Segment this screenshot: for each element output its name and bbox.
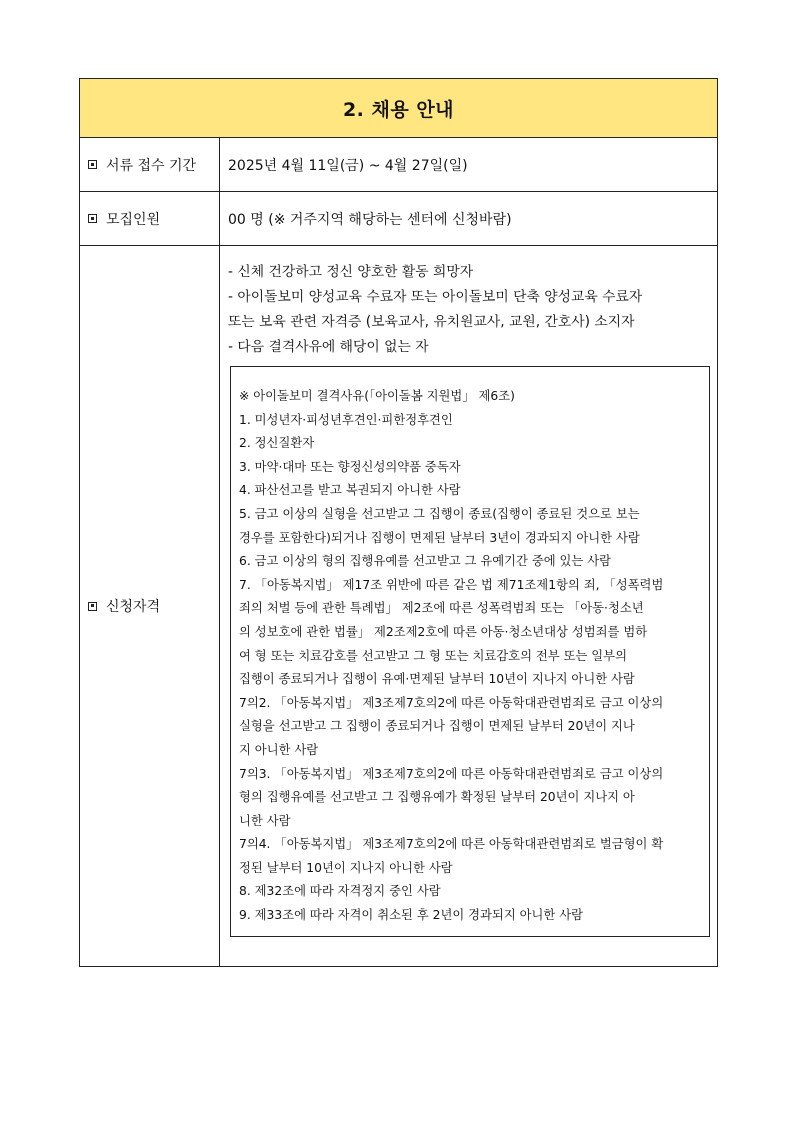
disqualification-line: 7의2. 「아동복지법」 제3조제7호의2에 따른 아동학대관련범죄로 금고 이상의 xyxy=(239,695,664,710)
count-value: 00 명 (※ 거주지역 해당하는 센터에 신청바람) xyxy=(228,211,512,228)
disqualification-line: 의 성보호에 관한 법률」 제2조제2호에 따른 아동·청소년대상 성범죄를 범하 xyxy=(239,624,648,639)
disqualification-line: 5. 금고 이상의 실형을 선고받고 그 집행이 종료(집행이 종료된 것으로 보는 xyxy=(239,506,640,521)
disqualification-line: 실형을 선고받고 그 집행이 종료되거나 집행이 면제된 날부터 20년이 지나 xyxy=(239,719,635,734)
qualification-line: - 아이돌보미 양성교육 수료자 또는 아이돌보미 단축 양성교육 수료자 xyxy=(228,289,643,305)
row-value-cell xyxy=(220,192,717,245)
count-label: 모집인원 xyxy=(106,211,161,228)
disqualification-line: 4. 파산선고를 받고 복권되지 아니한 사람 xyxy=(239,483,461,498)
square-bullet-icon xyxy=(88,602,97,611)
disqualification-line: 1. 미성년자·피성년후견인·피한정후견인 xyxy=(239,412,453,427)
disqualification-line: 정된 날부터 10년이 지나지 아니한 사람 xyxy=(239,860,453,875)
row-label-cell xyxy=(80,138,220,191)
disqualification-line: 여 형 또는 치료감호를 선고받고 그 형 또는 치료감호의 전부 또는 일부의 xyxy=(239,648,627,663)
disqualification-line: 형의 집행유예를 선고받고 그 집행유예가 확정된 날부터 20년이 지나지 아 xyxy=(239,790,635,805)
qualification-line: - 다음 결격사유에 해당이 없는 자 xyxy=(228,339,429,355)
row-qualification xyxy=(80,245,717,966)
disqualification-line: 6. 금고 이상의 형의 집행유예를 선고받고 그 유예기간 중에 있는 사람 xyxy=(239,554,612,569)
disqualification-line: ※ 아이돌보미 결격사유(「아이돌봄 지원법」 제6조) xyxy=(239,389,515,403)
disqualification-line: 집행이 종료되거나 집행이 유예·면제된 날부터 10년이 지나지 아니한 사람 xyxy=(239,672,635,687)
disqualification-line: 7의3. 「아동복지법」 제3조제7호의2에 따른 아동학대관련범죄로 금고 이상의 xyxy=(239,766,664,781)
qualification-label: 신청자격 xyxy=(106,599,161,615)
disqualification-line: 2. 정신질환자 xyxy=(239,436,315,451)
row-application-period xyxy=(80,137,717,191)
disqualification-line: 7. 「아동복지법」 제17조 위반에 따른 같은 법 제71조제1항의 죄, 「성폭력범 xyxy=(239,577,664,592)
period-label: 서류 접수 기간 xyxy=(106,157,197,174)
disqualification-line: 3. 마약·대마 또는 향정신성의약품 중독자 xyxy=(239,459,461,474)
section-header xyxy=(80,79,717,137)
square-bullet-icon xyxy=(88,160,97,169)
disqualification-line: 지 아니한 사람 xyxy=(239,742,319,757)
disqualification-line: 7의4. 「아동복지법」 제3조제7호의2에 따른 아동학대관련범죄로 벌금형이 확 xyxy=(239,837,664,852)
disqualification-line: 니한 사람 xyxy=(239,813,291,828)
square-bullet-icon xyxy=(88,214,97,223)
disqualification-line: 죄의 처벌 등에 관한 특례법」 제2조에 따른 성폭력범죄 또는 「아동·청소년 xyxy=(239,601,644,616)
period-value: 2025년 4월 11일(금) ~ 4월 27일(일) xyxy=(228,157,468,174)
section-title: 2. 채용 안내 xyxy=(342,98,455,121)
row-value-cell xyxy=(220,138,717,191)
row-recruit-count xyxy=(80,191,717,245)
recruitment-table xyxy=(79,78,718,967)
qualification-line: - 신체 건강하고 정신 양호한 활동 희망자 xyxy=(228,264,474,280)
qualification-content xyxy=(220,246,717,966)
row-label-cell xyxy=(80,192,220,245)
disqualification-box xyxy=(230,366,710,937)
row-label-cell xyxy=(80,246,220,966)
disqualification-line: 경우를 포함한다)되거나 집행이 면제된 날부터 3년이 경과되지 아니한 사람 xyxy=(239,530,640,545)
qualification-line: 또는 보육 관련 자격증 (보육교사, 유치원교사, 교원, 간호사) 소지자 xyxy=(228,314,635,330)
disqualification-line: 8. 제32조에 따라 자격정지 중인 사람 xyxy=(239,884,441,899)
disqualification-line: 9. 제33조에 따라 자격이 취소된 후 2년이 경과되지 아니한 사람 xyxy=(239,908,584,923)
